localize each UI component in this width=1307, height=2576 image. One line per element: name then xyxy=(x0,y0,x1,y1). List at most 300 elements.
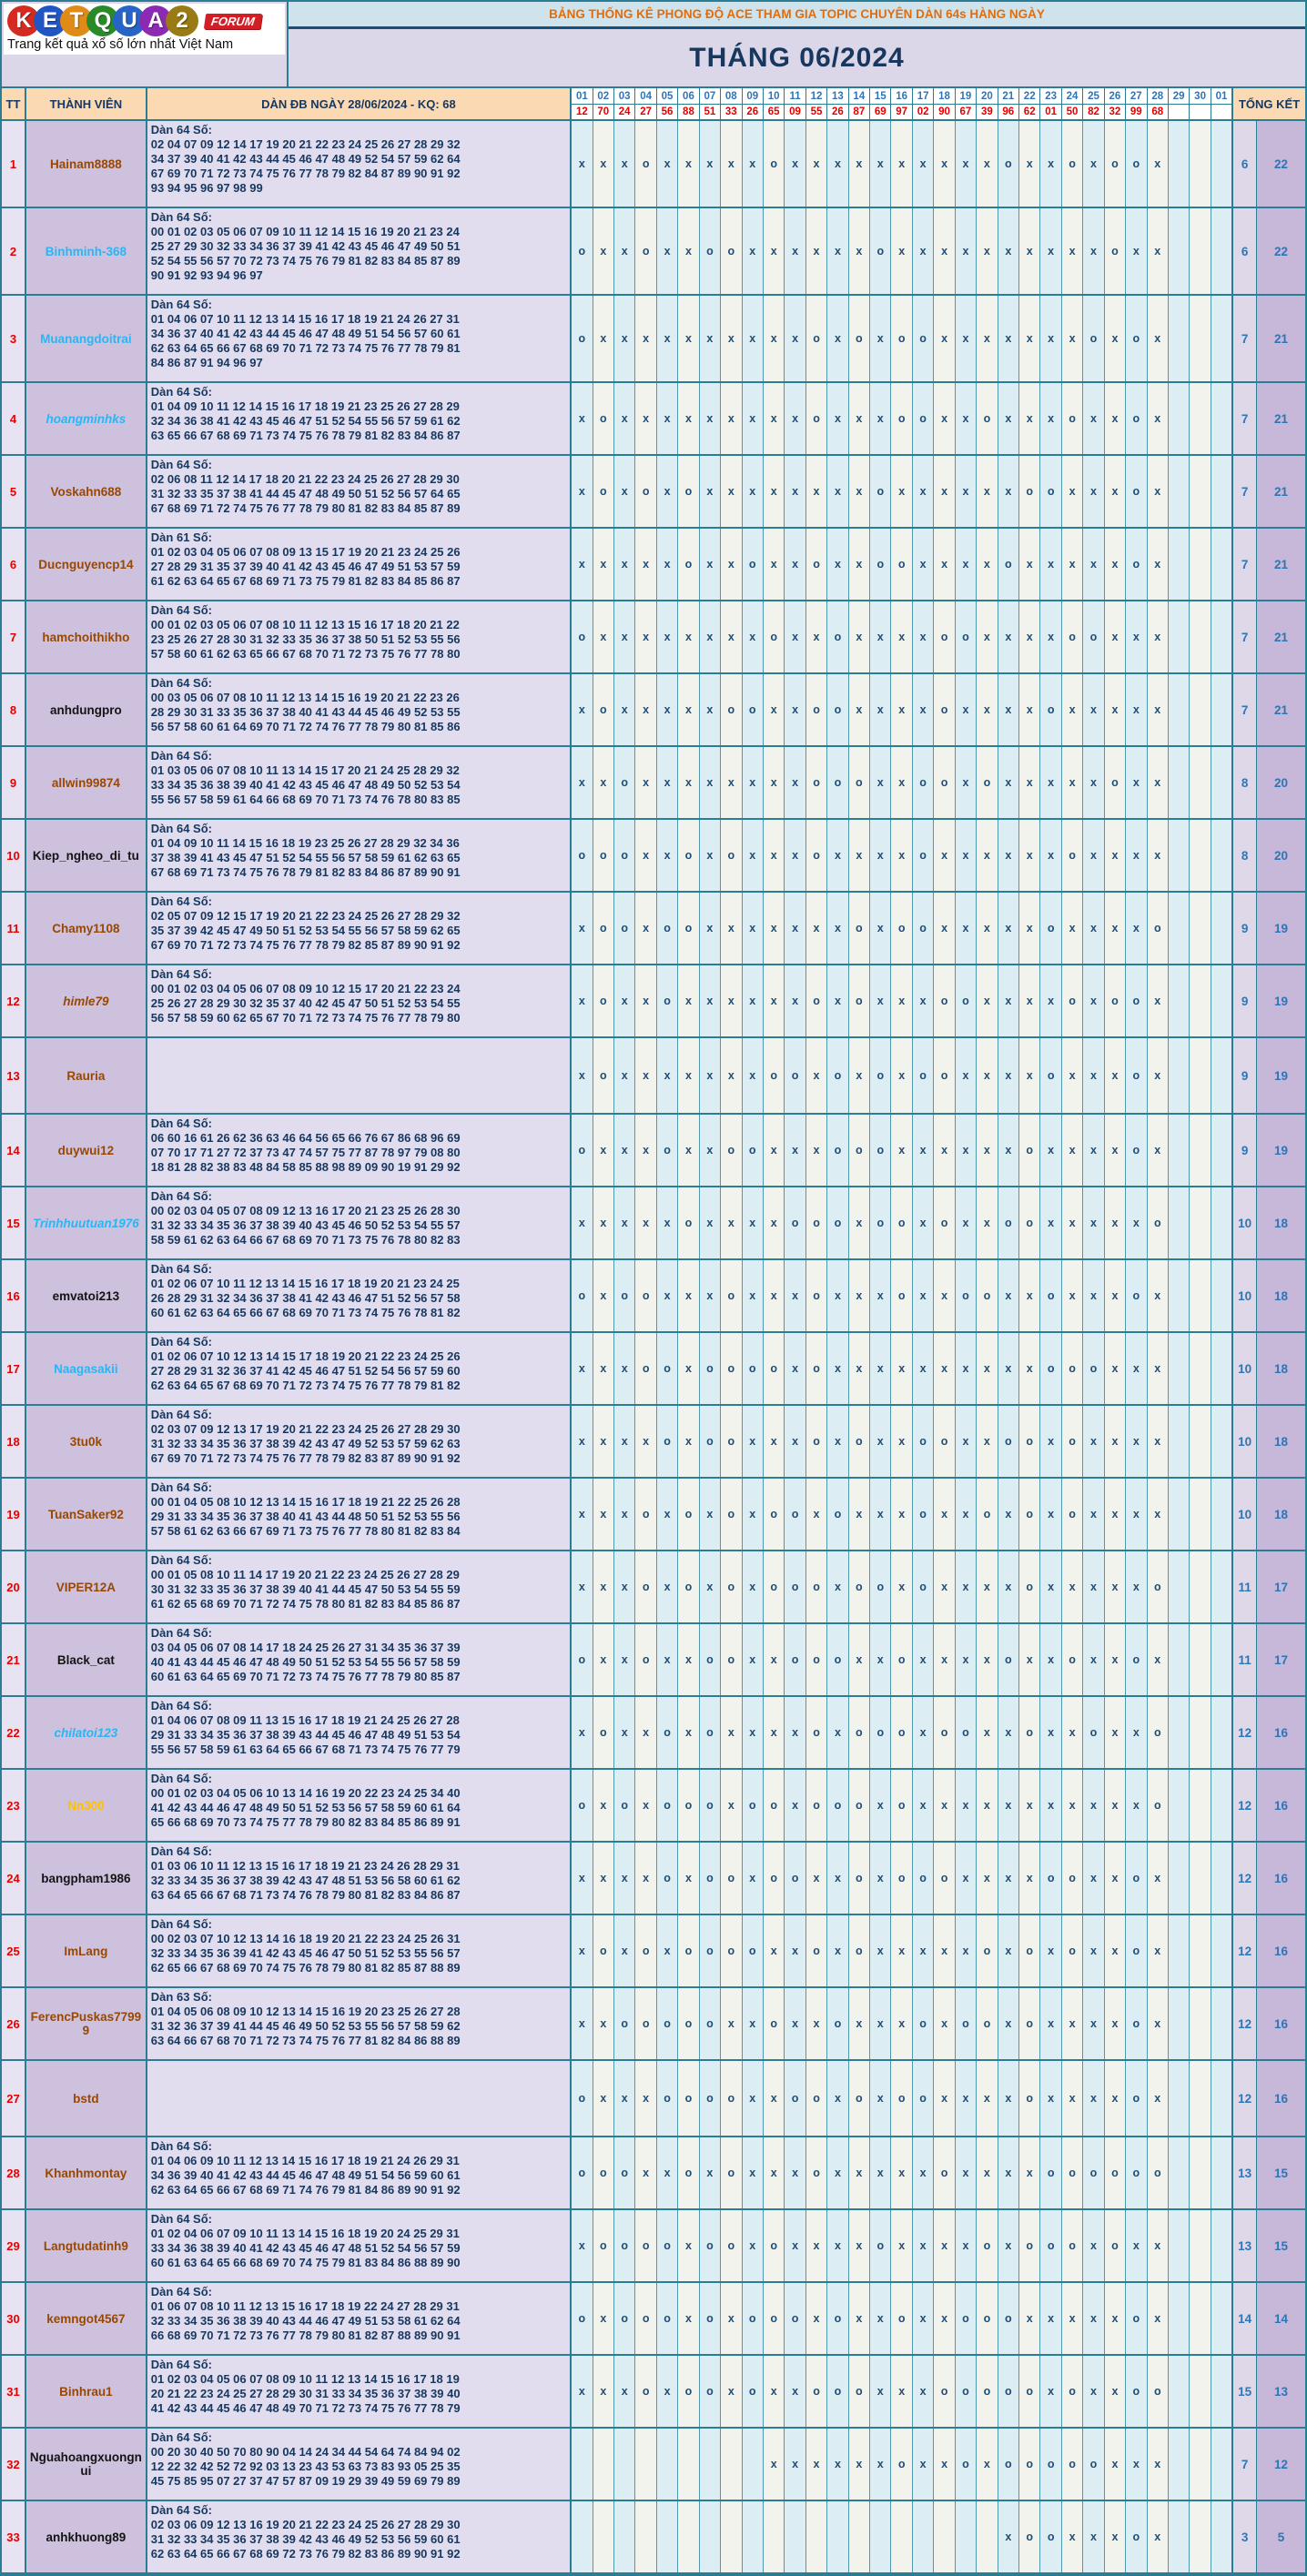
mark-win-x: x xyxy=(977,208,998,294)
mark-win-x: x xyxy=(1148,820,1169,891)
mark-win-x: x xyxy=(657,121,678,207)
mark-miss-o: o xyxy=(934,601,955,672)
mark-win-x: x xyxy=(614,1624,635,1695)
member-name-link[interactable]: anhdungpro xyxy=(26,674,147,745)
table-row xyxy=(2,1770,1305,1843)
mark-win-x: x xyxy=(1040,820,1061,891)
mark-miss-o: o xyxy=(1019,456,1040,527)
mark-miss-o: o xyxy=(827,674,848,745)
mark-win-x: x xyxy=(1083,121,1104,207)
mark-win-x: x xyxy=(913,2356,934,2427)
mark-empty xyxy=(1211,2137,1231,2208)
mark-win-x: x xyxy=(785,1697,805,1768)
mark-win-x: x xyxy=(657,1915,678,1986)
mark-win-x: x xyxy=(1019,2137,1040,2208)
mark-win-x: x xyxy=(806,2210,827,2281)
mark-miss-o: o xyxy=(849,1843,870,1914)
member-name-link[interactable]: Hainam8888 xyxy=(26,121,147,207)
mark-miss-o: o xyxy=(1062,1915,1083,1986)
mark-win-x: x xyxy=(657,1479,678,1550)
mark-miss-o: o xyxy=(635,208,656,294)
mark-win-x: x xyxy=(934,2429,955,2500)
mark-miss-o: o xyxy=(721,1260,742,1331)
mark-win-x: x xyxy=(1105,893,1126,964)
row-index: 15 xyxy=(2,1187,26,1258)
dan-label: Dàn 64 Số: xyxy=(150,298,212,311)
member-name-link[interactable]: Langtudatinh9 xyxy=(26,2210,147,2281)
member-name-link[interactable]: himle79 xyxy=(26,965,147,1036)
dan-numbers-line: 67 69 70 71 72 73 74 75 76 77 78 79 82 84 87 89 90 91 92 xyxy=(150,167,461,180)
mark-win-x: x xyxy=(1105,1697,1126,1768)
mark-win-x: x xyxy=(1105,601,1126,672)
daily-marks-grid xyxy=(572,121,1233,207)
mark-win-x: x xyxy=(635,1187,656,1258)
mark-win-x: x xyxy=(977,1770,998,1841)
mark-win-x: x xyxy=(977,2429,998,2500)
member-name-link[interactable]: Muanangdoitrai xyxy=(26,296,147,381)
mark-miss-o: o xyxy=(977,1479,998,1550)
mark-empty xyxy=(1190,1333,1211,1404)
mark-empty xyxy=(1190,2283,1211,2354)
mark-win-x: x xyxy=(721,383,742,454)
total-win-count: 22 xyxy=(1257,208,1305,294)
site-logo[interactable] xyxy=(4,4,285,55)
mark-miss-o: o xyxy=(678,2137,699,2208)
member-name-link[interactable]: Khanhmontay xyxy=(26,2137,147,2208)
mark-miss-o: o xyxy=(1040,1843,1061,1914)
mark-miss-o: o xyxy=(1062,2210,1083,2281)
mark-win-x: x xyxy=(635,296,656,381)
total-win-count: 15 xyxy=(1257,2210,1305,2281)
mark-win-x: x xyxy=(700,296,721,381)
dan-numbers-line: 01 04 06 07 10 11 12 13 14 15 16 17 18 19 21 24 26 27 31 xyxy=(150,312,460,326)
mark-win-x: x xyxy=(870,2061,891,2136)
mark-win-x: x xyxy=(721,121,742,207)
member-name-link[interactable]: bstd xyxy=(26,2061,147,2136)
mark-miss-o: o xyxy=(1105,2210,1126,2281)
daily-marks-grid xyxy=(572,820,1233,891)
mark-win-x: x xyxy=(678,601,699,672)
mark-win-x: x xyxy=(1083,2210,1104,2281)
dan-numbers-line: 55 56 57 58 59 61 64 66 68 69 70 71 73 74 76 78 80 83 85 xyxy=(150,793,461,806)
mark-empty xyxy=(806,2501,827,2572)
mark-miss-o: o xyxy=(934,1843,955,1914)
mark-win-x: x xyxy=(1105,2429,1126,2500)
mark-miss-o: o xyxy=(1126,965,1147,1036)
total-win-count: 22 xyxy=(1257,121,1305,207)
dan-label: Dàn 64 Số: xyxy=(150,822,212,835)
mark-miss-o: o xyxy=(764,2210,785,2281)
mark-win-x: x xyxy=(572,529,593,600)
mark-win-x: x xyxy=(1083,674,1104,745)
mark-win-x: x xyxy=(721,893,742,964)
mark-win-x: x xyxy=(743,1406,764,1477)
total-win-count: 14 xyxy=(1257,2283,1305,2354)
mark-win-x: x xyxy=(721,1697,742,1768)
mark-win-x: x xyxy=(913,1187,934,1258)
member-name-link[interactable]: Binhrau1 xyxy=(26,2356,147,2427)
mark-miss-o: o xyxy=(806,1770,827,1841)
mark-win-x: x xyxy=(934,1988,955,2059)
member-name-link[interactable]: Naagasakii xyxy=(26,1333,147,1404)
member-name-link[interactable]: bangpham1986 xyxy=(26,1843,147,1914)
table-row xyxy=(2,2283,1305,2356)
mark-win-x: x xyxy=(1062,1551,1083,1622)
mark-miss-o: o xyxy=(764,121,785,207)
mark-empty xyxy=(1190,2501,1211,2572)
day-header-cell: 17 xyxy=(913,88,934,104)
mark-win-x: x xyxy=(1040,121,1061,207)
mark-win-x: x xyxy=(1148,208,1169,294)
row-index: 8 xyxy=(2,674,26,745)
mark-empty xyxy=(1211,456,1231,527)
member-name-link[interactable]: duywui12 xyxy=(26,1115,147,1186)
mark-win-x: x xyxy=(700,601,721,672)
member-name-link[interactable]: VIPER12A xyxy=(26,1551,147,1622)
mark-win-x: x xyxy=(956,208,977,294)
dan-numbers-line: 23 25 26 27 28 30 31 32 33 35 36 37 38 50 51 52 53 55 56 xyxy=(150,632,461,646)
mark-miss-o: o xyxy=(1148,1697,1169,1768)
member-name-link[interactable]: emvatoi213 xyxy=(26,1260,147,1331)
total-win-count: 16 xyxy=(1257,1988,1305,2059)
mark-win-x: x xyxy=(572,2356,593,2427)
mark-miss-o: o xyxy=(657,1697,678,1768)
mark-win-x: x xyxy=(657,296,678,381)
mark-win-x: x xyxy=(635,529,656,600)
member-name-link[interactable]: Voskahn688 xyxy=(26,456,147,527)
mark-win-x: x xyxy=(700,820,721,891)
member-name-link[interactable]: Nguahoangxuongnui xyxy=(26,2429,147,2500)
daily-marks-grid xyxy=(572,1770,1233,1841)
mark-win-x: x xyxy=(1105,2283,1126,2354)
mark-win-x: x xyxy=(998,1115,1019,1186)
mark-empty xyxy=(1211,529,1231,600)
row-index: 13 xyxy=(2,1038,26,1113)
result-number-cell: 65 xyxy=(764,105,785,119)
mark-win-x: x xyxy=(1148,965,1169,1036)
mark-empty xyxy=(934,2501,955,2572)
mark-empty xyxy=(1190,1551,1211,1622)
mark-win-x: x xyxy=(1019,383,1040,454)
total-miss-count: 7 xyxy=(1233,296,1257,381)
daily-marks-grid xyxy=(572,383,1233,454)
row-index: 9 xyxy=(2,747,26,818)
total-win-count: 16 xyxy=(1257,1915,1305,1986)
member-name-link[interactable]: Trinhhuutuan1976 xyxy=(26,1187,147,1258)
mark-miss-o: o xyxy=(572,1624,593,1695)
mark-empty xyxy=(1211,674,1231,745)
mark-win-x: x xyxy=(998,1843,1019,1914)
daily-marks-grid xyxy=(572,1551,1233,1622)
member-name-link[interactable]: chilatoi123 xyxy=(26,1697,147,1768)
mark-win-x: x xyxy=(956,1551,977,1622)
dan-numbers-line: 93 94 95 96 97 98 99 xyxy=(150,181,263,195)
day-header-cell: 09 xyxy=(743,88,764,104)
mark-empty xyxy=(1211,1479,1231,1550)
dan-numbers-line: 63 64 65 66 67 68 71 73 74 76 78 79 80 81 82 83 84 86 87 xyxy=(150,1888,461,1902)
day-header-cell: 11 xyxy=(785,88,805,104)
mark-win-x: x xyxy=(998,1988,1019,2059)
mark-win-x: x xyxy=(1105,1038,1126,1113)
mark-win-x: x xyxy=(1083,529,1104,600)
mark-win-x: x xyxy=(977,121,998,207)
mark-miss-o: o xyxy=(1126,2137,1147,2208)
mark-empty xyxy=(1169,208,1190,294)
dan-numbers-line: 32 34 36 38 41 42 43 45 46 47 51 52 54 55 56 57 59 61 62 xyxy=(150,414,461,428)
total-miss-count: 7 xyxy=(1233,456,1257,527)
mark-win-x: x xyxy=(678,1843,699,1914)
mark-win-x: x xyxy=(1148,2283,1169,2354)
mark-win-x: x xyxy=(934,208,955,294)
mark-win-x: x xyxy=(1126,208,1147,294)
mark-miss-o: o xyxy=(785,1479,805,1550)
mark-empty xyxy=(1169,2356,1190,2427)
mark-miss-o: o xyxy=(743,529,764,600)
mark-win-x: x xyxy=(614,1115,635,1186)
mark-win-x: x xyxy=(657,1260,678,1331)
mark-empty xyxy=(1190,1988,1211,2059)
mark-empty xyxy=(913,2501,934,2572)
day-header-cell: 29 xyxy=(1169,88,1190,104)
mark-miss-o: o xyxy=(572,296,593,381)
mark-miss-o: o xyxy=(891,296,912,381)
mark-miss-o: o xyxy=(806,747,827,818)
mark-empty xyxy=(1211,1551,1231,1622)
mark-miss-o: o xyxy=(785,2061,805,2136)
mark-empty xyxy=(1190,1260,1211,1331)
mark-empty xyxy=(1169,1697,1190,1768)
mark-win-x: x xyxy=(785,456,805,527)
mark-miss-o: o xyxy=(593,820,614,891)
dan-numbers-cell xyxy=(147,2429,572,2500)
dan-numbers-cell xyxy=(147,1406,572,1477)
mark-win-x: x xyxy=(1062,456,1083,527)
mark-miss-o: o xyxy=(764,1843,785,1914)
dan-numbers-line: 61 62 65 68 69 70 71 72 74 75 78 80 81 82 83 84 85 86 87 xyxy=(150,1597,461,1611)
mark-miss-o: o xyxy=(721,1479,742,1550)
mark-win-x: x xyxy=(956,2210,977,2281)
member-name-link[interactable]: allwin99874 xyxy=(26,747,147,818)
mark-miss-o: o xyxy=(1019,2061,1040,2136)
member-name-link[interactable]: hoangminhks xyxy=(26,383,147,454)
daily-marks-grid xyxy=(572,1406,1233,1477)
member-name-link[interactable]: hamchoithikho xyxy=(26,601,147,672)
mark-miss-o: o xyxy=(827,1479,848,1550)
dan-numbers-cell xyxy=(147,2137,572,2208)
member-name-link[interactable]: 3tu0k xyxy=(26,1406,147,1477)
mark-win-x: x xyxy=(1019,747,1040,818)
mark-win-x: x xyxy=(891,2137,912,2208)
mark-win-x: x xyxy=(657,1551,678,1622)
member-name-link[interactable]: TuanSaker92 xyxy=(26,1479,147,1550)
mark-win-x: x xyxy=(913,601,934,672)
mark-win-x: x xyxy=(635,2061,656,2136)
mark-miss-o: o xyxy=(721,674,742,745)
mark-empty xyxy=(1169,1551,1190,1622)
mark-empty xyxy=(1211,2501,1231,2572)
mark-miss-o: o xyxy=(657,1406,678,1477)
table-row xyxy=(2,747,1305,820)
dan-numbers-cell xyxy=(147,1260,572,1331)
row-index: 4 xyxy=(2,383,26,454)
mark-win-x: x xyxy=(743,965,764,1036)
mark-win-x: x xyxy=(743,1697,764,1768)
mark-win-x: x xyxy=(956,1115,977,1186)
mark-win-x: x xyxy=(572,383,593,454)
mark-miss-o: o xyxy=(1040,1333,1061,1404)
mark-miss-o: o xyxy=(1126,296,1147,381)
mark-empty xyxy=(1169,1770,1190,1841)
result-number-cell: 56 xyxy=(657,105,678,119)
daily-marks-grid xyxy=(572,2061,1233,2136)
mark-miss-o: o xyxy=(998,529,1019,600)
mark-win-x: x xyxy=(870,2429,891,2500)
mark-miss-o: o xyxy=(700,1333,721,1404)
ketqua2-logo-icon xyxy=(7,5,192,36)
day-header-cell: 13 xyxy=(827,88,848,104)
mark-win-x: x xyxy=(934,383,955,454)
mark-win-x: x xyxy=(1148,529,1169,600)
result-number-cell: 70 xyxy=(593,105,614,119)
mark-win-x: x xyxy=(1083,1187,1104,1258)
member-name-link[interactable]: Binhminh-368 xyxy=(26,208,147,294)
mark-win-x: x xyxy=(678,296,699,381)
members-table-body xyxy=(2,121,1305,2574)
mark-miss-o: o xyxy=(614,820,635,891)
mark-miss-o: o xyxy=(657,893,678,964)
row-index: 18 xyxy=(2,1406,26,1477)
member-name-link[interactable]: Ducnguyencp14 xyxy=(26,529,147,600)
mark-win-x: x xyxy=(849,2137,870,2208)
mark-miss-o: o xyxy=(849,1115,870,1186)
mark-win-x: x xyxy=(1126,1551,1147,1622)
table-row xyxy=(2,2137,1305,2210)
row-index: 25 xyxy=(2,1915,26,1986)
mark-win-x: x xyxy=(678,1260,699,1331)
mark-win-x: x xyxy=(614,965,635,1036)
mark-win-x: x xyxy=(764,2137,785,2208)
mark-empty xyxy=(1190,674,1211,745)
member-name-link[interactable]: kemngot4567 xyxy=(26,2283,147,2354)
member-name-link[interactable]: Kiep_ngheo_di_tu xyxy=(26,820,147,891)
logo-letter-icon: 2 xyxy=(166,5,198,36)
total-win-count: 21 xyxy=(1257,383,1305,454)
mark-empty xyxy=(1169,1915,1190,1986)
mark-miss-o: o xyxy=(849,893,870,964)
mark-win-x: x xyxy=(700,1038,721,1113)
daily-marks-grid xyxy=(572,1843,1233,1914)
mark-miss-o: o xyxy=(593,674,614,745)
mark-win-x: x xyxy=(827,208,848,294)
mark-win-x: x xyxy=(827,2061,848,2136)
mark-win-x: x xyxy=(743,1624,764,1695)
dan-numbers-cell xyxy=(147,2501,572,2572)
member-name-link[interactable]: Black_cat xyxy=(26,1624,147,1695)
mark-win-x: x xyxy=(764,1697,785,1768)
month-title: THÁNG 06/2024 xyxy=(289,29,1305,86)
dan-numbers-cell xyxy=(147,1038,572,1113)
row-index: 12 xyxy=(2,965,26,1036)
mark-miss-o: o xyxy=(1148,893,1169,964)
mark-empty xyxy=(785,2501,805,2572)
member-name-link[interactable]: Rauria xyxy=(26,1038,147,1113)
mark-win-x: x xyxy=(635,674,656,745)
mark-win-x: x xyxy=(635,601,656,672)
result-number-cell: 67 xyxy=(956,105,977,119)
total-win-count: 18 xyxy=(1257,1187,1305,1258)
mark-empty xyxy=(1211,1697,1231,1768)
mark-empty xyxy=(1190,1770,1211,1841)
mark-win-x: x xyxy=(1105,296,1126,381)
mark-miss-o: o xyxy=(678,1915,699,1986)
total-miss-count: 12 xyxy=(1233,1843,1257,1914)
mark-win-x: x xyxy=(1105,383,1126,454)
mark-miss-o: o xyxy=(849,965,870,1036)
total-miss-count: 7 xyxy=(1233,674,1257,745)
member-name-link[interactable]: Chamy1108 xyxy=(26,893,147,964)
mark-win-x: x xyxy=(764,1624,785,1695)
mark-win-x: x xyxy=(657,674,678,745)
mark-empty xyxy=(1169,456,1190,527)
mark-empty xyxy=(721,2429,742,2500)
mark-win-x: x xyxy=(1105,2501,1126,2572)
mark-miss-o: o xyxy=(764,2283,785,2354)
mark-miss-o: o xyxy=(913,2061,934,2136)
member-name-link[interactable]: ImLang xyxy=(26,1915,147,1986)
mark-win-x: x xyxy=(743,1038,764,1113)
dan-numbers-line: 58 59 61 62 63 64 66 67 68 69 70 71 73 75 76 78 80 82 83 xyxy=(150,1233,461,1247)
mark-miss-o: o xyxy=(1019,1915,1040,1986)
mark-win-x: x xyxy=(1083,893,1104,964)
mark-miss-o: o xyxy=(743,1915,764,1986)
mark-miss-o: o xyxy=(1148,1187,1169,1258)
mark-win-x: x xyxy=(870,296,891,381)
mark-win-x: x xyxy=(1062,2283,1083,2354)
dan-numbers-line: 01 04 09 10 11 14 15 16 18 19 23 25 26 27 28 29 32 34 36 xyxy=(150,836,460,850)
dan-numbers-line: 01 02 03 04 05 06 07 08 09 13 15 17 19 20 21 23 24 25 26 xyxy=(150,545,461,559)
mark-win-x: x xyxy=(891,965,912,1036)
member-name-link[interactable]: anhkhuong89 xyxy=(26,2501,147,2572)
mark-win-x: x xyxy=(827,1551,848,1622)
mark-win-x: x xyxy=(956,893,977,964)
member-name-link[interactable]: Nn300 xyxy=(26,1770,147,1841)
mark-miss-o: o xyxy=(1105,121,1126,207)
mark-win-x: x xyxy=(870,1770,891,1841)
mark-miss-o: o xyxy=(956,1697,977,1768)
mark-empty xyxy=(1211,2061,1231,2136)
dan-label: Dàn 64 Số: xyxy=(150,2503,212,2517)
dan-numbers-line: 06 60 16 61 26 62 36 63 46 64 56 65 66 76 67 86 68 96 69 xyxy=(150,1131,461,1145)
mark-miss-o: o xyxy=(998,1624,1019,1695)
dan-numbers-cell xyxy=(147,1624,572,1695)
mark-win-x: x xyxy=(870,965,891,1036)
mark-win-x: x xyxy=(743,2210,764,2281)
day-header-cell: 16 xyxy=(891,88,912,104)
mark-win-x: x xyxy=(743,1187,764,1258)
member-name-link[interactable]: FerencPuskas77999 xyxy=(26,1988,147,2059)
mark-miss-o: o xyxy=(1062,2137,1083,2208)
mark-win-x: x xyxy=(913,1260,934,1331)
daily-marks-grid xyxy=(572,1697,1233,1768)
mark-win-x: x xyxy=(764,2429,785,2500)
mark-miss-o: o xyxy=(700,1843,721,1914)
row-index: 26 xyxy=(2,1988,26,2059)
mark-win-x: x xyxy=(785,2429,805,2500)
daily-marks-grid xyxy=(572,2356,1233,2427)
mark-empty xyxy=(572,2429,593,2500)
mark-win-x: x xyxy=(913,1697,934,1768)
mark-win-x: x xyxy=(1105,1406,1126,1477)
